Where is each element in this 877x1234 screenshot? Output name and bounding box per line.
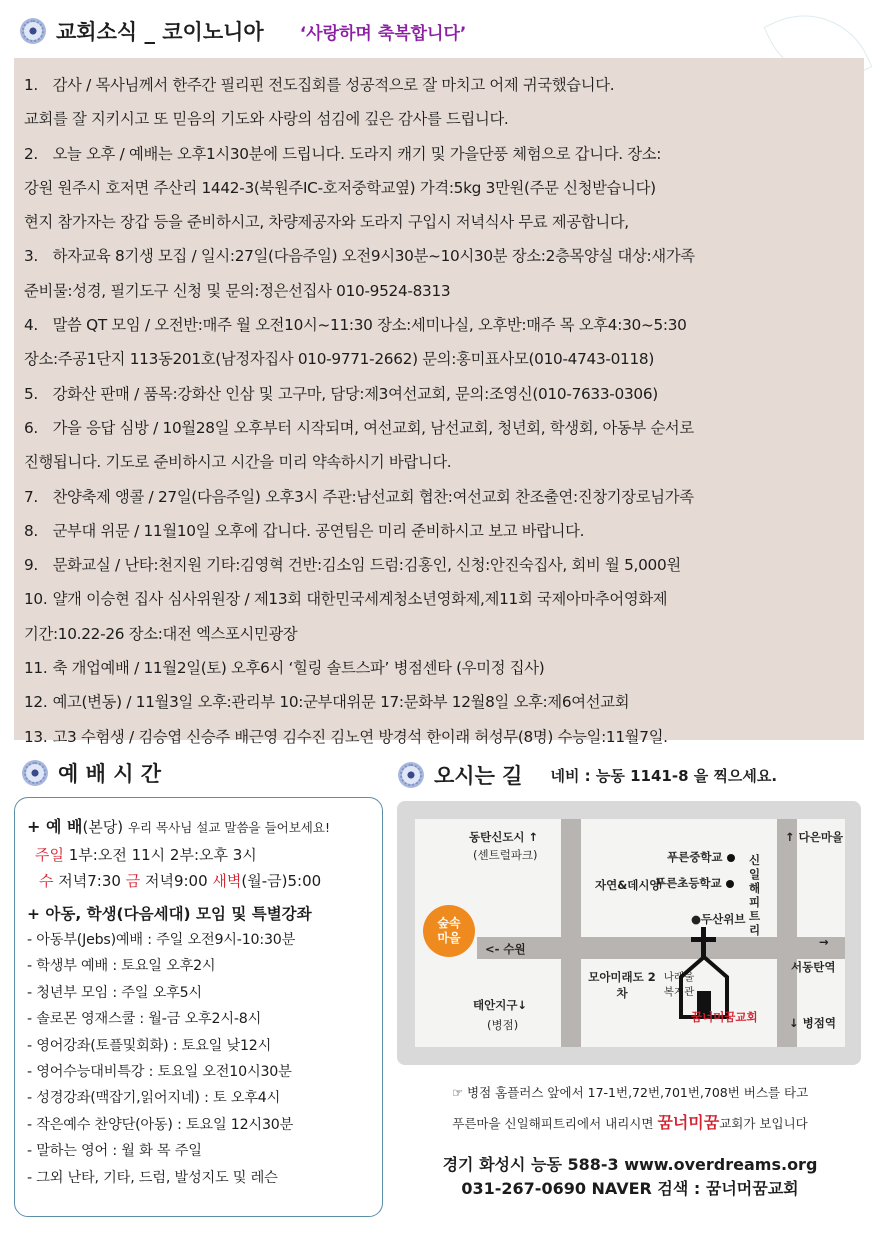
bus-line: ☞ 병점 홈플러스 앞에서 17-1번,72번,701번,708번 버스를 타고 [451, 1085, 809, 1100]
map-taean: 태안지구↓ [473, 998, 528, 1012]
dawn-label: 새벽 [212, 872, 242, 890]
news-item-text: 진행됩니다. 기도로 준비하시고 시간을 미리 약속하시기 바랍니다. [24, 453, 452, 472]
worship-sub-title: + 아동, 학생(다음세대) 모임 및 특별강좌 [27, 904, 312, 923]
map-suwon: <- 수원 [485, 942, 526, 956]
news-item [24, 651, 854, 685]
map-dareun: ↑ 다은마을 [785, 830, 844, 844]
worship-title: 예 배 시 간 [58, 762, 162, 786]
news-item-text: 찬양축제 앵콜 / 27일(다음주일) 오후3시 주관:남선교회 협찬:여선교회 찬조출연:진창기장로님가족 [52, 487, 694, 506]
worship-main-note: 우리 목사님 설교 말씀을 들어보세요! [127, 820, 330, 835]
news-item-number: 11. [24, 659, 48, 678]
worship-list-item: - 청년부 모임 : 주일 오후5시 [27, 984, 202, 1001]
news-item [24, 308, 854, 342]
news-item [24, 377, 854, 411]
wed-time: 저녁7:30 [53, 872, 126, 890]
directions-title: 오시는 길 [434, 764, 523, 788]
flower-icon [22, 760, 48, 786]
news-item [24, 137, 854, 171]
news-item-text: 가을 응답 심방 / 10월28일 오후부터 시작되며, 여선교회, 남선교회, 청년회, 학생회, 아동부 순서로 [52, 418, 694, 437]
news-item-text: 강화산 판매 / 품목:강화산 인삼 및 고구마, 담당:제3여선교회, 문의:조영신(010-7633-0306) [52, 384, 658, 403]
map-byeongjeom-paren: (병점) [487, 1018, 519, 1032]
map-dongtan: 동탄신도시 ↑ [469, 830, 539, 844]
worship-list [27, 927, 372, 1191]
news-item-continuation [24, 342, 854, 376]
worship-list-item: - 말하는 영어 : 월 화 목 주일 [27, 1143, 202, 1160]
news-item-number: 12. [24, 693, 48, 712]
news-item-continuation [24, 617, 854, 651]
news-item-text: 얄개 이승현 집사 심사위원장 / 제13회 대한민국세계청소년영화제,제11회 국제아마추어영화제 [52, 590, 668, 609]
news-item [24, 582, 854, 616]
news-item-text: 감사 / 목사님께서 한주간 필리핀 전도집회를 성공적으로 잘 마치고 어제 귀국했습니다. [52, 76, 615, 94]
worship-list-item: - 영어수능대비특강 : 토요일 오전10시30분 [27, 1064, 292, 1081]
news-item-text: 축 개업예배 / 11월2일(토) 오후6시 ‘힐링 솔트스파’ 병점센타 (우미정 집사) [52, 659, 545, 678]
news-item-text: 문화교실 / 난타:천지원 기타:김영혁 건반:김소임 드럼:김홍인, 신청:안진숙집사, 회비 월 5,000원 [52, 556, 681, 575]
map-byeongjeom-station: ↓ 병점역 [789, 1016, 836, 1030]
worship-list-item: - 작은예수 찬양단(아동) : 토요일 12시30분 [27, 1116, 294, 1133]
news-item-number: 7. [24, 487, 38, 506]
worship-list-item: - 아동부(Jebs)예배 : 주일 오전9시-10:30분 [27, 932, 296, 948]
news-item [24, 239, 854, 273]
map-dot-icon [726, 880, 734, 888]
weekday-line [27, 868, 372, 895]
map-pureun-middle: 푸른중학교 [667, 849, 735, 865]
fri-time: 저녁9:00 [140, 872, 213, 890]
news-item-number: 4. [24, 316, 38, 335]
news-item-number: 9. [24, 556, 38, 575]
map-church-name: 꿈너머꿈교회 [691, 1010, 758, 1024]
directions-header [398, 760, 777, 790]
map-arrow-right: → [819, 935, 829, 949]
worship-list-item: - 학생부 예배 : 토요일 오후2시 [27, 958, 216, 975]
dawn-time: (월-금)5:00 [241, 872, 322, 890]
directions-text [400, 1078, 860, 1201]
news-item-text: 고3 수험생 / 김승엽 신승주 배근영 김수진 김노연 방경석 한이래 허성무(8명) 수능일:11월7일. [52, 727, 668, 746]
news-item-text: 현지 참가자는 장갑 등을 준비하시고, 차량제공자와 도라지 구입시 저녁식사 무료 제공합니다, [24, 213, 629, 232]
news-slogan: ‘사랑하며 축복합니다’ [299, 23, 467, 44]
worship-list-item: - 성경강좌(맥잡기,읽어지네) : 토 오후4시 [27, 1090, 281, 1107]
worship-main-place: (본당) [82, 818, 124, 836]
news-item-text: 강원 원주시 호저면 주산리 1442-3(북원주IC-호저중학교옆) 가격:5kg 3만원(주문 신청받습니다) [24, 178, 656, 197]
navi-text: 네비 : 능동 1141-8 을 찍으세요. [550, 766, 778, 785]
worship-list-item: - 솔로몬 영재스쿨 : 월-금 오후2시-8시 [27, 1011, 262, 1028]
news-item-text: 기간:10.22-26 장소:대전 엑스포시민광장 [24, 624, 298, 643]
news-item [24, 68, 854, 102]
news-item [24, 720, 854, 754]
wed-label: 수 [39, 872, 54, 890]
news-item-number: 10. [24, 590, 48, 609]
news-item-number: 8. [24, 521, 38, 540]
worship-main-title: + 예 배 [27, 817, 83, 836]
worship-list-item: - 그외 난타, 기타, 드럼, 발성지도 및 레슨 [27, 1169, 278, 1186]
news-box [14, 58, 864, 746]
map-jayeon: 자연&데시앙 [595, 878, 661, 892]
church-name-highlight: 꿈너미꿈 [657, 1113, 720, 1132]
map-sinil: 신일해피트리 [749, 853, 761, 937]
address-line: 경기 화성시 능동 588-3 www.overdreams.org [442, 1155, 818, 1174]
map-road-vertical-right [777, 819, 797, 1047]
sunday-label: 주일 [35, 845, 64, 864]
news-list [24, 68, 854, 754]
map-narae: 나래울 복지관 [663, 971, 695, 998]
news-header [20, 16, 466, 46]
news-item-text: 군부대 위문 / 11월10일 오후에 갑니다. 공연팀은 미리 준비하시고 보고 바랍니다. [52, 521, 585, 540]
map-road-vertical-left [561, 819, 581, 1047]
sunday-line [27, 842, 372, 869]
map-seodongtan: 서동탄역 [791, 960, 836, 974]
map-frame [397, 801, 861, 1065]
news-item-continuation [24, 274, 854, 308]
news-item-number: 5. [24, 384, 38, 403]
map-moa: 모아미래도 2차 [588, 970, 656, 1000]
worship-main-line [27, 814, 372, 842]
worship-header [22, 758, 161, 788]
map-pureun-elem: 푸른초등학교 [655, 875, 734, 891]
news-item-number: 2. [24, 144, 38, 163]
news-item-text: 말씀 QT 모임 / 오전반:매주 월 오전10시~11:30 장소:세미나실, 오후반:매주 목 오후4:30~5:30 [52, 316, 687, 335]
news-item-number: 6. [24, 418, 38, 437]
news-item-text: 오늘 오후 / 예배는 오후1시30분에 드립니다. 도라지 캐기 및 가을단풍 체험으로 갑니다. 장소: [52, 144, 662, 163]
news-item-text: 하자교육 8기생 모집 / 일시:27일(다음주일) 오전9시30분~10시30분 장소:2층목양실 대상:새가족 [52, 247, 695, 266]
map [415, 819, 845, 1047]
news-item [24, 411, 854, 445]
news-item-text: 장소:주공1단지 113동201호(남정자집사 010-9771-2662) 문의:홍미표사모(010-4743-0118) [24, 350, 655, 369]
news-item [24, 514, 854, 548]
news-item-continuation [24, 102, 854, 136]
news-item-continuation [24, 445, 854, 479]
news-item-text: 교회를 잘 지키시고 또 믿음의 기도와 사랑의 섬김에 깊은 감사를 드립니다. [24, 110, 509, 129]
phone-line: 031-267-0690 NAVER 검색 : 꿈너머꿈교회 [461, 1179, 799, 1198]
news-item-text: 준비물:성경, 필기도구 신청 및 문의:정은선집사 010-9524-8313 [24, 281, 451, 300]
flower-icon [20, 18, 46, 44]
news-item [24, 685, 854, 719]
news-item-continuation [24, 205, 854, 239]
church-icon [677, 927, 733, 1019]
news-item [24, 480, 854, 514]
stop-line: 푸른마을 신일해피트리에서 내리시면 꿈너미꿈교회가 보입니다 [452, 1113, 808, 1132]
news-title: 교회소식 _ 코이노니아 [56, 20, 264, 44]
map-central-park: (센트럴파크) [473, 848, 538, 862]
map-sup-maeul: 숲속마을 [423, 905, 475, 957]
news-item-number: 3. [24, 247, 38, 266]
news-item-number: 13. [24, 727, 48, 746]
news-item [24, 548, 854, 582]
news-item-continuation [24, 171, 854, 205]
map-doosan: ●두산위브 [691, 912, 746, 926]
flower-icon [398, 762, 424, 788]
news-item-text: 예고(변동) / 11월3일 오후:관리부 10:군부대위문 17:문화부 12월8일 오후:제6여선교회 [52, 693, 630, 712]
sunday-times: 1부:오전 11시 2부:오후 3시 [63, 845, 257, 864]
worship-box [14, 797, 383, 1217]
map-dot-icon [727, 854, 735, 862]
fri-label: 금 [125, 872, 141, 890]
news-item-number: 1. [24, 76, 38, 94]
worship-list-item: - 영어강좌(토플및회화) : 토요일 낮12시 [27, 1037, 272, 1054]
